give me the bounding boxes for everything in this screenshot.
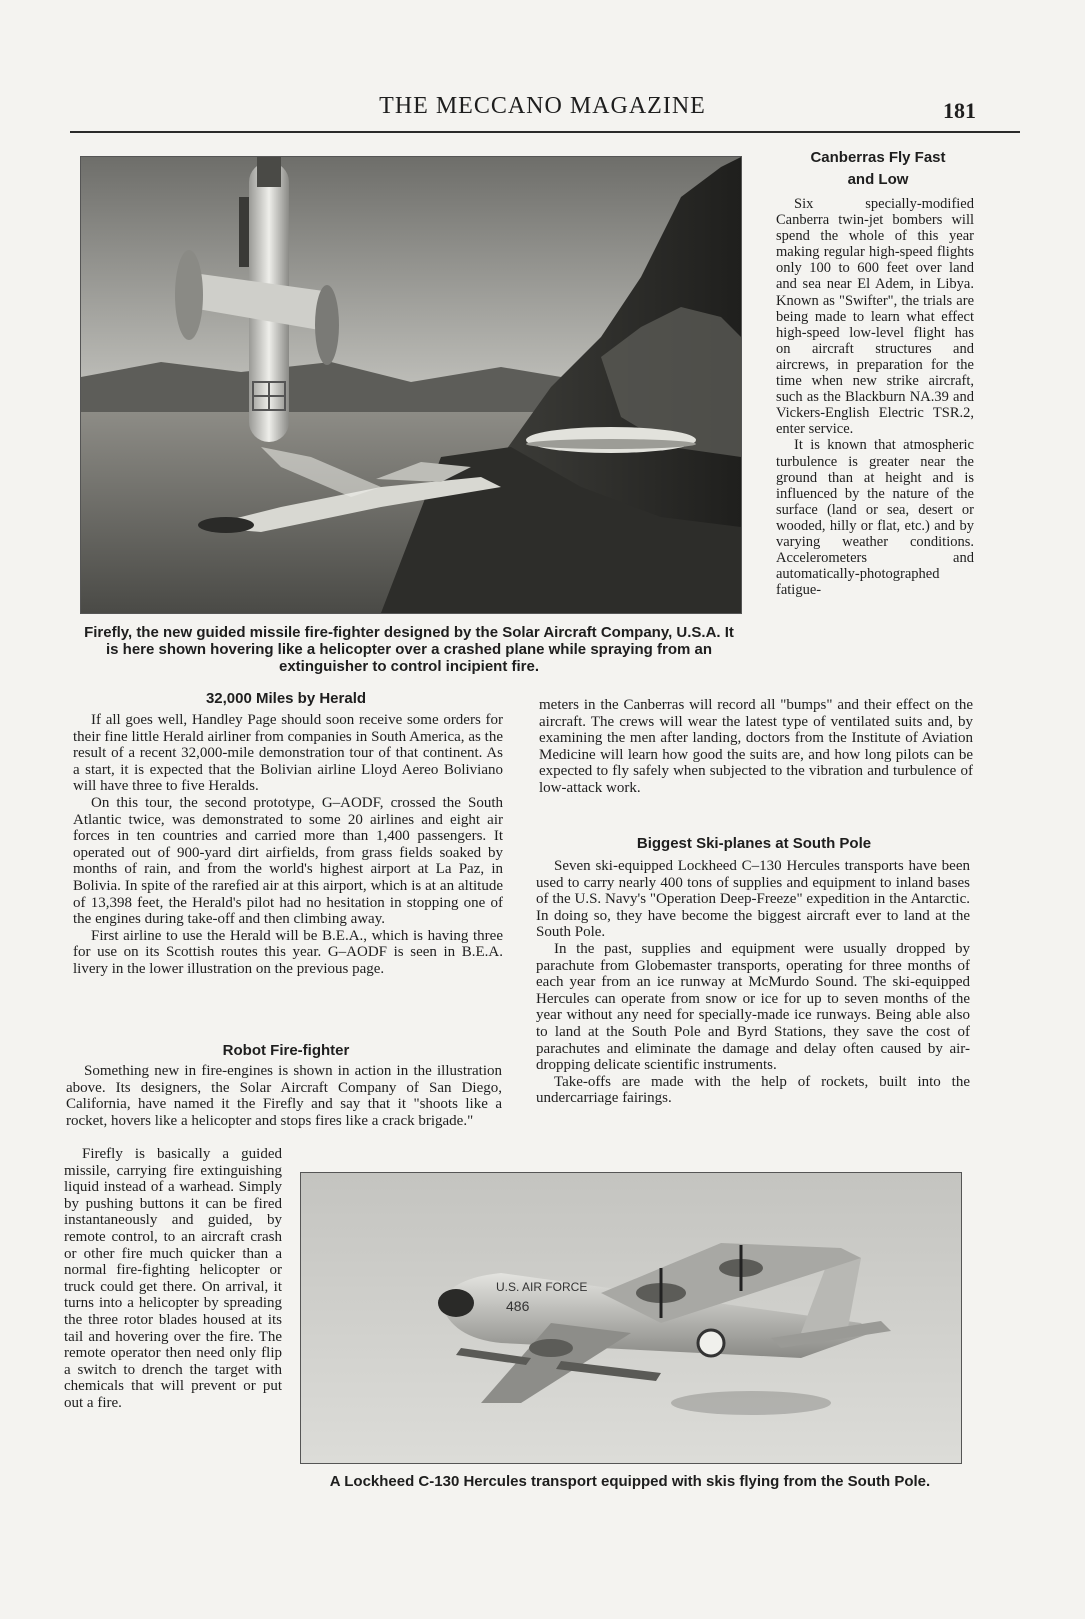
hercules-caption: A Lockheed C-130 Hercules transport equipped with skis flying from the South Pole. <box>329 1473 931 1490</box>
page-number: 181 <box>943 98 976 123</box>
canberras-para1: Six specially-modified Canberra twin-jet bombers will spend the whole of this year making regular high-speed flights only 100 to 600 feet over land and sea near El Adem, in Libya. Known as "Swifter", the trials are being made to learn what effect high-speed low-level flight has on aircraft structures and aircrews, in preparation for the time when new strike aircraft, such as the Blackburn NA.39 and Vickers-English Electric TSR.2, enter service. <box>776 196 974 438</box>
canberras-body <box>776 196 974 598</box>
robot-para2: Firefly is basically a guided missile, carrying fire extinguishing liquid instead of a warhead. Simply by pushing buttons it can be fired instantaneously and guided, by remote control, to an aircraft crash or other fire much quicker than a normal fire-fighting helicopter or truck could get there. On arrival, it turns into a helicopter by spreading the three rotor blades housed at its tail and hovering over the fire. The remote operator then need only flip a switch to drench the target with chemicals that will prevent or put out a fire. <box>64 1146 282 1411</box>
firefly-illustration <box>80 156 742 614</box>
canberras-para2-cont: meters in the Canberras will record all "bumps" and their effect on the aircraft. The crews will wear the latest type of ventilated suits and, by examining the men after landing, doctors from the Institute of Aviation Medicine will learn how good the suits are, and how long pilots can be expected to fly safely when subjected to the vibration and turbulence of low-attack work. <box>539 697 973 796</box>
hercules-photo <box>300 1172 962 1464</box>
skiplanes-heading: Biggest Ski-planes at South Pole <box>636 835 872 852</box>
hercules-aircraft <box>301 1173 961 1463</box>
herald-para2: On this tour, the second prototype, G–AODF, crossed the South Atlantic twice, was demonstrated to some 20 airlines and eight air forces in ten countries and carried more than 1,400 passengers. It operated out of 900-yard dirt airfields, from grass fields soaked by months of rain, and from the world's highest airport at La Paz, in Bolivia. In spite of the rarefied air at this airport, which is at an altitude of 13,398 feet, the Herald's pilot had no hesitation in stopping one of the engines during take-off and then climbing away. <box>73 794 503 928</box>
robot-heading: Robot Fire-fighter <box>222 1042 350 1059</box>
robot-body-2 <box>64 1146 282 1412</box>
header-rule <box>70 131 1020 133</box>
firefly-caption: Firefly, the new guided missile fire-fighter designed by the Solar Aircraft Company, U.S.A. It is here shown hovering like a helicopter over a crashed plane while spraying from an extinguisher to control incipient fire. <box>84 624 734 675</box>
herald-para1: If all goes well, Handley Page should soon receive some orders for their fine little Herald airliner from companies in South America, as the result of a recent 32,000-mile demonstration tour of that continent. As a start, it is expected that the Bolivian airline Lloyd Aereo Boliviano will have three to five Heralds. <box>73 712 503 795</box>
canberras-heading-line2: and Low <box>847 171 909 188</box>
magazine-title: THE MECCANO MAGAZINE <box>379 93 706 119</box>
canberras-heading <box>778 147 978 191</box>
robot-body-1 <box>66 1063 502 1129</box>
robot-para1: Something new in fire-engines is shown in action in the illustration above. Its designers, the Solar Aircraft Company of San Diego, California, have named it the Firefly and say that it "shoots like a rocket, hovers like a helicopter and stops fires like a crack brigade." <box>66 1063 502 1129</box>
hercules-fuselage-text: U.S. AIR FORCE <box>496 1280 588 1294</box>
skiplanes-para1: Seven ski-equipped Lockheed C–130 Hercules transports have been used to carry nearly 400 tons of supplies and equipment to inland bases of the U.S. Navy's "Operation Deep-Freeze" expedition in the Antarctic. In doing so, they have become the biggest aircraft ever to land at the South Pole. <box>536 858 970 941</box>
skiplanes-para2: In the past, supplies and equipment were usually dropped by parachute from Globemaster transports, operating for three months of each year from an ice runway at McMurdo Sound. The ski-equipped Hercules can operate from snow or ice for up to seven months of the year without any need for specially-made ice runways. Being able also to land at the South Pole and Byrd Stations, they save the cost of parachutes and eliminate the damage and delay often caused by air-dropping delicate scientific instruments. <box>536 940 970 1074</box>
skiplanes-body <box>536 858 970 1107</box>
herald-heading: 32,000 Miles by Herald <box>205 690 367 707</box>
canberras-continued <box>539 697 973 797</box>
herald-para3: First airline to use the Herald will be B.E.A., which is having three for use on its Scottish routes this year. G–AODF is seen in B.E.A. livery in the lower illustration on the previous page. <box>73 927 503 977</box>
canberras-para2: It is known that atmospheric turbulence is greater near the ground than at height and is influenced by the nature of the surface (land or sea, desert or wooded, hilly or flat, etc.) and by varying weather conditions. Accelerometers and automatically-photographed fatigue- <box>776 437 974 599</box>
skiplanes-para3: Take-offs are made with the help of rockets, built into the undercarriage fairings. <box>536 1073 970 1107</box>
canberras-heading-line1: Canberras Fly Fast <box>810 149 946 166</box>
hercules-tail-number: 486 <box>506 1298 530 1314</box>
herald-body <box>73 712 503 978</box>
firefly-painting <box>81 157 741 613</box>
